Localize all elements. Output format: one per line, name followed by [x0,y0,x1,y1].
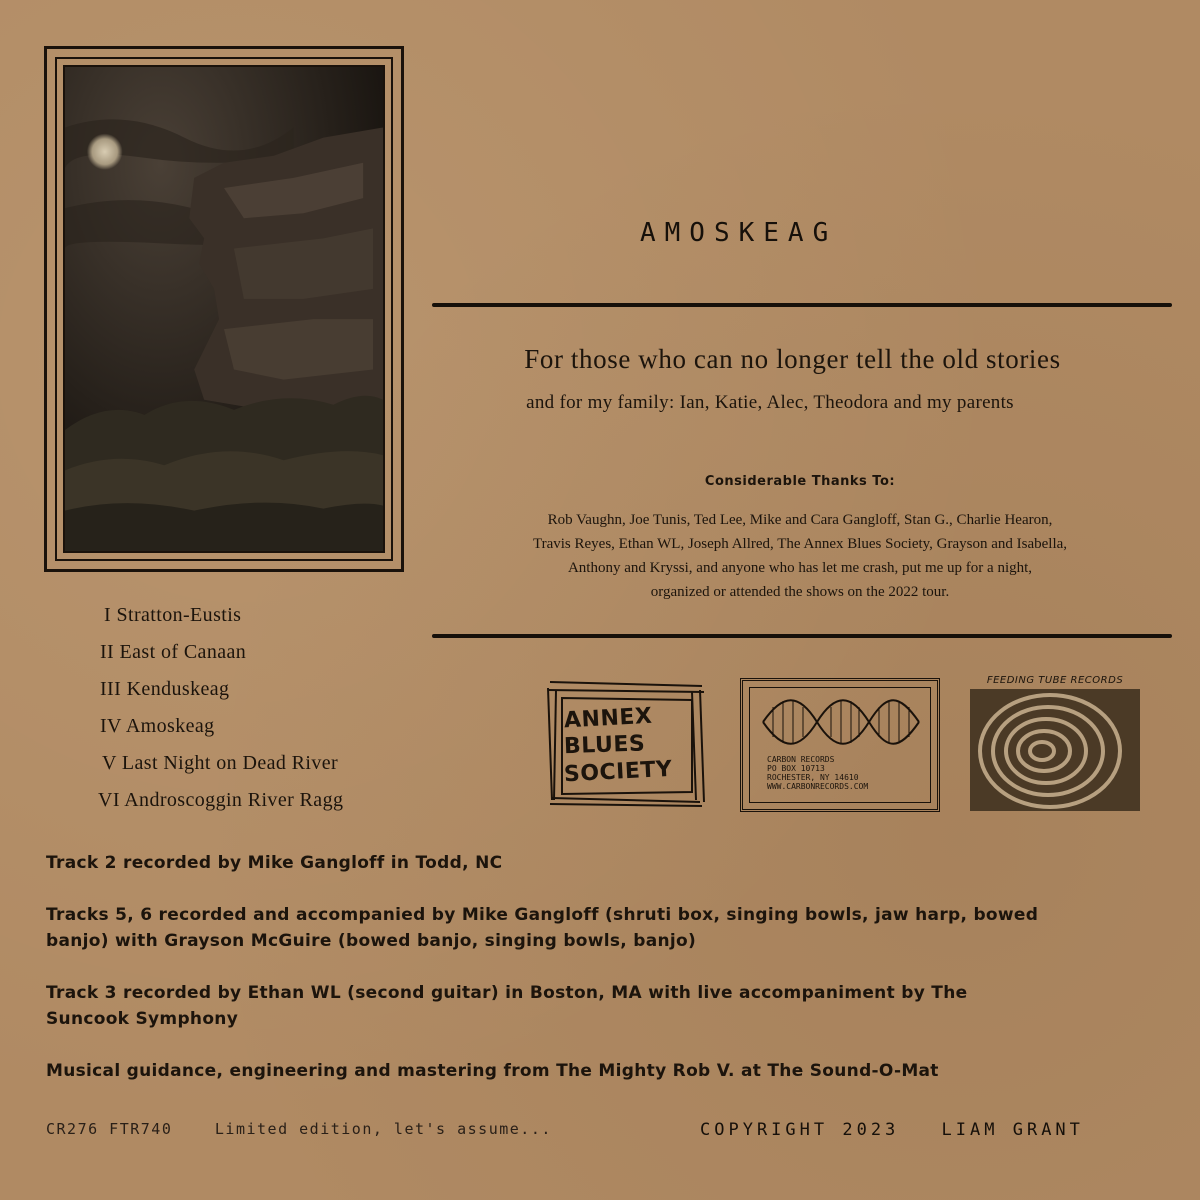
spiral-icon [970,689,1140,811]
track-item: II East of Canaan [100,641,247,663]
cliff-face-illustration [63,65,385,553]
carbon-address-line: CARBON RECORDS [767,755,835,764]
track-item: III Kenduskeag [100,678,230,700]
thanks-line: organized or attended the shows on the 2022 tour. [650,584,950,600]
carbon-address [767,755,868,791]
credit-paragraph: Track 3 recorded by Ethan WL (second guitar) in Boston, MA with live accompaniment by The Suncook Symphony [46,983,968,1029]
annex-logo-line: SOCIETY [563,756,673,788]
feeding-tube-label: FEEDING TUBE RECORDS [986,675,1124,686]
thanks-line: Rob Vaughn, Joe Tunis, Ted Lee, Mike and Cara Gangloff, Stan G., Charlie Hearon, [547,512,1053,528]
credit-paragraph: Tracks 5, 6 recorded and accompanied by Mike Gangloff (shruti box, singing bowls, jaw harp, bowed banjo) with Grayson McGuire (bowed banjo, singing bowls, banjo) [46,905,1039,951]
track-item: VI Androscoggin River Ragg [98,789,344,811]
credit-paragraph: Musical guidance, engineering and mastering from The Mighty Rob V. at The Sound-O-Mat [46,1061,939,1081]
carbon-address-line: ROCHESTER, NY 14610 [767,773,859,782]
album-title: AMOSKEAG [640,218,838,248]
carbon-address-line: PO BOX 10713 [767,764,825,773]
annex-logo-line: BLUES [563,731,646,760]
dedication-family: and for my family: Ian, Katie, Alec, Theodora and my parents [526,392,1014,413]
carbon-address-line: WWW.CARBONRECORDS.COM [767,782,869,791]
thanks-heading: Considerable Thanks To: [704,474,896,489]
spiral-artwork [970,689,1140,811]
edition-note: Limited edition, let's assume... [214,1120,552,1138]
footer-right [700,1120,1112,1140]
credit-paragraph: Track 2 recorded by Mike Gangloff in Todd, NC [46,853,503,873]
tracklist [90,600,410,822]
dedication-line: For those who can no longer tell the old stories [524,344,1061,374]
copyright: COPYRIGHT 2023 [700,1120,900,1140]
track-item: V Last Night on Dead River [102,752,339,774]
catalog-number: CR276 FTR740 [46,1120,173,1138]
thanks-line: Anthony and Kryssi, and anyone who has let me crash, put me up for a night, [567,560,1033,576]
track-item: IV Amoskeag [100,715,215,737]
footer-left [46,1120,584,1138]
bottom-divider [432,634,1172,638]
credits [46,850,1156,1110]
moon-icon [87,134,123,170]
top-divider [432,303,1172,307]
cover-illustration-frame [44,46,404,572]
thanks-line: Travis Reyes, Ethan WL, Joseph Allred, The Annex Blues Society, Grayson and Isabella, [532,536,1068,552]
carbon-records-logo [740,678,940,812]
annex-blues-society-logo [542,676,712,810]
track-item: I Stratton-Eustis [104,604,242,626]
feeding-tube-records-logo [970,675,1140,811]
dna-helix-icon [759,693,923,751]
artist-name: LIAM GRANT [941,1120,1084,1140]
thanks-body [440,508,1160,604]
annex-logo-line: ANNEX [563,703,653,734]
